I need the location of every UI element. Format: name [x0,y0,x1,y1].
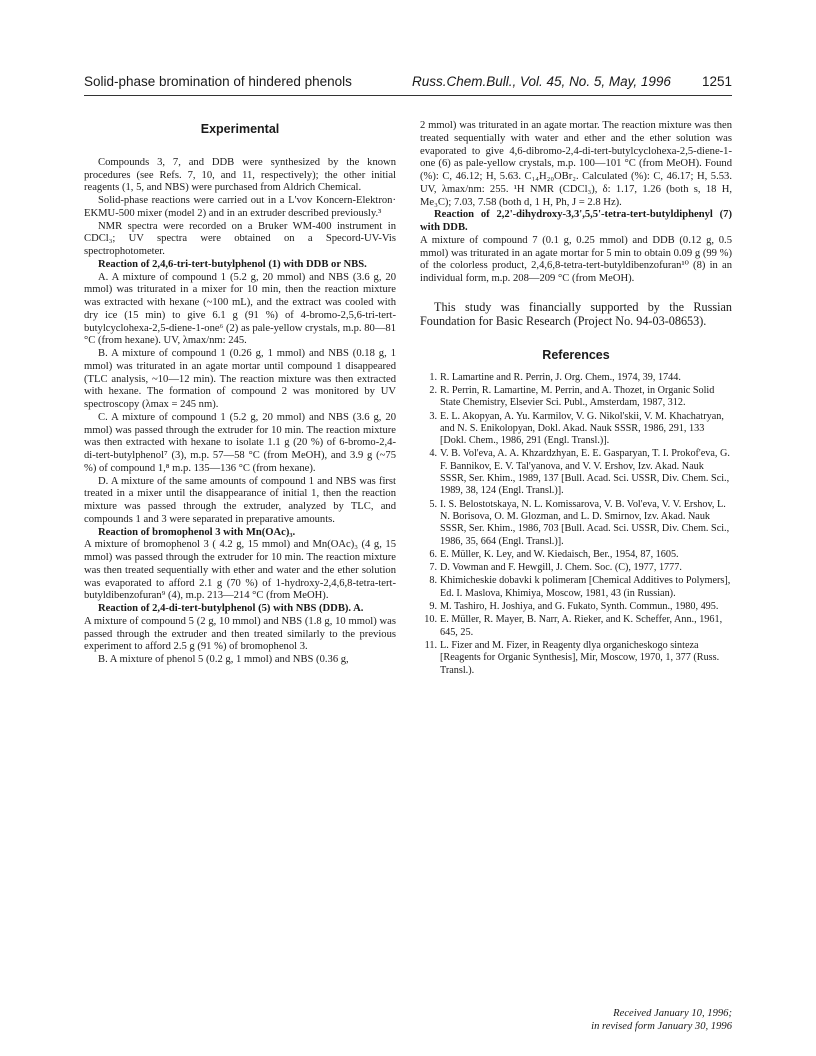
reference-item [420,562,732,574]
reference-number: 11. [424,639,437,651]
page-number: 1251 [701,74,732,89]
received-date: Received January 10, 1996; [613,1008,732,1019]
running-header [84,72,732,92]
right-column [420,120,732,678]
procedure-a: A mixture of compound 5 (2 g, 10 mmol) and NBS (1.8 g, 10 mmol) was passed through the extruder and then treated similarly to the previous experiment to afford 2.5 g (91 %) of bromophenol 3. [84,615,396,653]
reference-number: 10. [424,614,437,626]
reference-text: D. Vowman and F. Hewgill, J. Chem. Soc. (C), 1977, 1777. [440,562,682,574]
procedure-continuation: 2 mmol) was triturated in an agate mortar. The reaction mixture was then treated sequentially with water and ether and the ether solution was evaporated to give 4,6-dibromo-2,4-di-tert-butylcyclohexa-2,5-diene-1-one (6) as pale-yellow crystals, m.p. 100—101 °C (from MeOH). Found (%): C, 46.12; H, 5.63. C₁₄H₂₀OBr₂. Calculated (%): C, 46.17; H, 5.53. UV, λmax/nm: 255. ¹H NMR (CDCl₃), δ: 1.17, 1.26 (both s, 18 H, Me₃C); 7.03, 7.58 (both d, 1 H, Ph, J = 2.8 Hz). [420,120,732,208]
reference-list [420,372,732,677]
reference-text: R. Lamartine and R. Perrin, J. Org. Chem., 1974, 39, 1744. [440,371,681,383]
reference-number: 8. [429,575,437,587]
header-rule [84,95,732,96]
acknowledgment-text: This study was financially supported by the Russian Foundation for Basic Research (Project No. 94-03-08653). [420,299,732,329]
reference-number: 3. [429,410,437,422]
revised-date: in revised form January 30, 1996 [591,1020,732,1032]
reference-item [420,614,732,639]
paragraph: Compounds 3, 7, and DDB were synthesized by the known procedures (see Refs. 7, 10, and 11, respectively); the other initial reagents (1, 5, and NBS) were purchased from Aldrich Chemical. [84,156,396,194]
reference-item [420,601,732,613]
paragraph: Solid-phase reactions were carried out in a L'vov Koncern-Elektron· EKMU-500 mixer (model 2) and in an extruder described previously.³ [84,195,396,219]
reference-item [420,549,732,561]
procedure-d: D. A mixture of the same amounts of compound 1 and NBS was first treated in a mixer until the disappearance of initial 1, then the reaction mixture was passed through the extruder, analyzed by TLC, and compounds 1 and 3 were separated in preparative amounts. [84,475,396,525]
subsection-title: Reaction of 2,4,6-tri-tert-butylphenol (1) with DDB or NBS. [98,258,367,270]
reference-number: 4. [429,448,437,460]
reference-item [420,448,732,497]
acknowledgment [420,300,732,329]
reference-number: 2. [429,384,437,396]
reference-number: 6. [429,548,437,560]
running-title: Solid-phase bromination of hindered phenols [84,74,352,89]
procedure-body: A mixture of bromophenol 3 ( 4.2 g, 15 mmol) and Mn(OAc)₃ (4 g, 15 mmol) was passed through the extruder for 10 min. The reaction mixture was then treated sequentially with ether and water and the ether solution was evaporated to afford 2.1 g (70 %) of 1-hydroxy-2,4,6,8-tetra-tert-butyldibenzofuran⁹ (4), m.p. 213—214 °C (from MeOH). [84,539,396,602]
procedure-a: A. A mixture of compound 1 (5.2 g, 20 mmol) and NBS (3.6 g, 20 mmol) was triturated in a mixer for 10 min, then the reaction mixture was extracted with hexane (~100 mL), and the extract was cooled with dry ice (15 min) to give 6.1 g (91 %) of 4-bromo-2,5,6-tri-tert-butylcyclohexa-2,5-diene-1-one⁶ (2) as pale-yellow crystals, m.p. 80—81 °C (from hexane). UV, λmax/nm: 245. [84,271,396,347]
journal-citation: Russ.Chem.Bull., Vol. 45, No. 5, May, 1996 [412,74,671,89]
reference-number: 9. [429,601,437,613]
reference-text: M. Tashiro, H. Joshiya, and G. Fukato, Synth. Commun., 1980, 495. [440,601,719,613]
reference-number: 1. [429,371,437,383]
references-heading: References [542,347,610,362]
reference-text: E. L. Akopyan, A. Yu. Karmilov, V. G. Nikol'skii, V. M. Khachatryan, and N. S. Enikolopyan, Dokl. Akad. Nauk SSSR, 1986, 291, 133 [Dokl. Chem., 1986, 291 (Engl. Transl.)]. [440,410,724,447]
subsection-title: Reaction of 2,2'-dihydroxy-3,3',5,5'-tetra-tert-butyldiphenyl (7) with DDB. [420,209,732,233]
reference-text: E. Müller, K. Ley, and W. Kiedaisch, Ber., 1954, 87, 1605. [440,548,679,560]
reference-number: 5. [429,498,437,510]
subsection-title: Reaction of 2,4-di-tert-butylphenol (5) with NBS (DDB). A. [98,603,364,614]
reference-text: R. Perrin, R. Lamartine, M. Perrin, and A. Thozet, in Organic Solid State Chemistry, Elsevier Sci. Publ., Amsterdam, 1987, 312. [440,384,715,409]
reference-text: I. S. Belostotskaya, N. L. Komissarova, V. B. Vol'eva, V. V. Ershov, L. N. Borisova, O. M. Glozman, and L. D. Smirnov, Izv. Akad. Nauk SSSR, Ser. Khim., 1986, 703 [Bull. Acad. Sci. USSR, Div. Chem. Sci., 1986, 35, 664 (Engl. Transl.)]. [440,498,730,547]
reference-item [420,575,732,600]
procedure-body: A mixture of compound 7 (0.1 g, 0.25 mmol) and DDB (0.12 g, 0.5 mmol) was triturated in an agate mortar for 5 min to obtain 0.09 g (99 %) of the colorless product, 2,4,6,8-tetra-tert-butyldibenzofuran¹⁰ (8) in an individual form, m.p. 208—209 °C (from MeOH). [420,234,732,284]
experimental-heading: Experimental [200,122,280,136]
reference-item [420,411,732,448]
reference-number: 7. [429,562,437,574]
received-dates [432,1008,732,1034]
reference-text: E. Müller, R. Mayer, B. Narr, A. Rieker, and K. Scheffer, Ann., 1961, 645, 25. [440,614,723,638]
procedure-b: B. A mixture of compound 1 (0.26 g, 1 mmol) and NBS (0.18 g, 1 mmol) was triturated in an agate mortar until compound 1 disappeared (TLC analysis, ~10—12 min). The reaction mixture was then extracted with hexane. The formation of compound 2 was monitored by UV spectroscopy (λmax = 245 nm). [84,348,396,410]
subsection-title: Reaction of bromophenol 3 with Mn(OAc)₃. [98,526,296,538]
procedure-c: C. A mixture of compound 1 (5.2 g, 20 mmol) and NBS (3.6 g, 20 mmol) was passed through the extruder for 10 min. The reaction mixture was then extracted with hexane to isolate 1.1 g (20 %) of 6-bromo-2,4-di-tert-butylphenol⁷ (3), m.p. 57—58 °C (from MeOH), and 3.9 g (~75 %) of compound 1,⁸ m.p. 135—136 °C (from hexane). [84,411,396,474]
reference-item [420,372,732,384]
reference-item [420,499,732,548]
reference-item [420,385,732,410]
reference-text: V. B. Vol'eva, A. A. Khzardzhyan, E. E. Gasparyan, T. I. Prokof'eva, G. F. Bannikov, E. V. Tal'yanova, and V. V. Ershov, Izv. Akad. Nauk SSSR, Ser. Khim., 1989, 137 [Bull. Acad. Sci. USSR, Div. Chem. Sci., 1989, 38, 124 (Engl. Transl.)]. [440,448,730,497]
reference-item [420,640,732,677]
procedure-b: B. A mixture of phenol 5 (0.2 g, 1 mmol) and NBS (0.36 g, [98,654,349,665]
paragraph: NMR spectra were recorded on a Bruker WM-400 instrument in CDCl₃; UV spectra were obtained on a Specord-UV-Vis spectrophotometer. [84,220,396,257]
reference-text: Khimicheskie dobavki k polimeram [Chemical Additives to Polymers], Ed. I. Maslova, Khimiya, Moscow, 1981, 43 (in Russian). [440,575,731,599]
left-column [84,120,396,667]
reference-text: L. Fizer and M. Fizer, in Reagenty dlya organicheskogo sinteza [Reagents for Organic Synthesis], Mir, Moscow, 1970, 1, 377 (Russ. Transl.). [440,639,720,676]
